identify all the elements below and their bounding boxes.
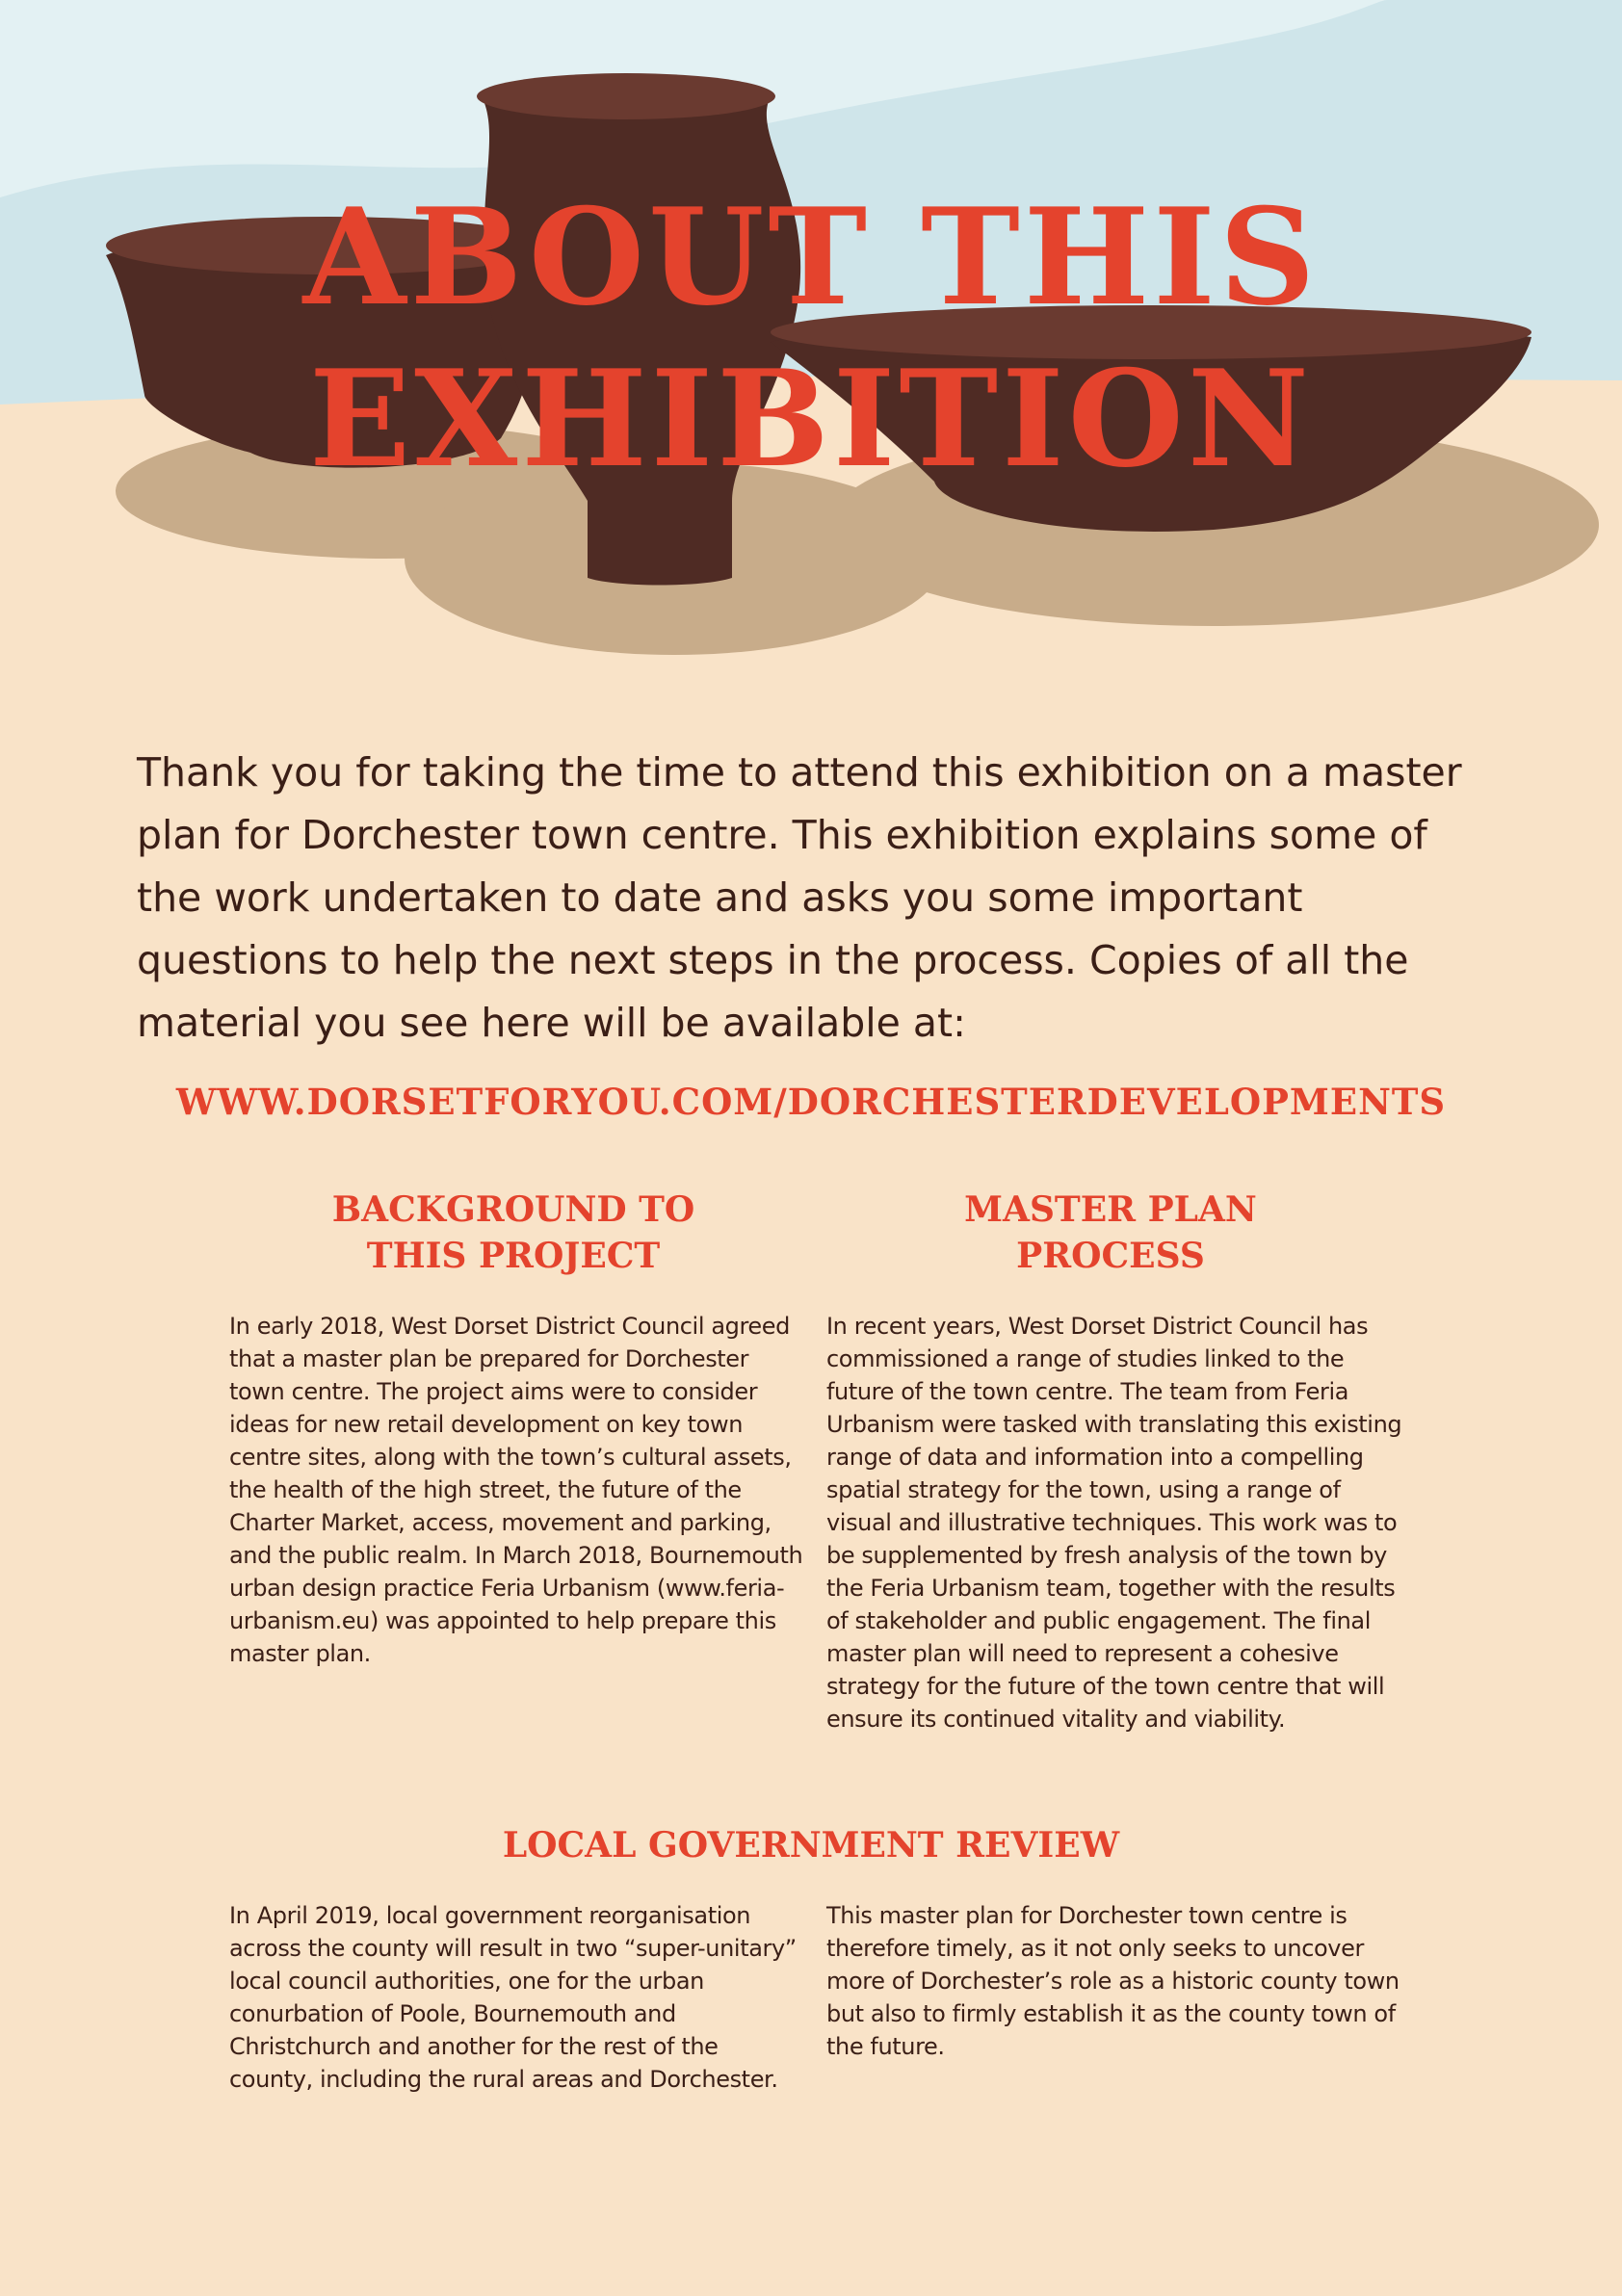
website-link[interactable]: WWW.DORSETFORYOU.COM/DORCHESTERDEVELOPMENTS [175,1081,1447,1123]
background-heading-line-2: THIS PROJECT [366,1236,661,1276]
background-heading [229,1187,798,1279]
master-plan-heading-line-2: PROCESS [1016,1236,1205,1276]
page-title-line-2: EXHIBITION [309,340,1313,497]
pottery-illustration [0,0,1622,674]
background-heading-line-1: BACKGROUND TO [331,1189,695,1230]
master-plan-heading [826,1187,1395,1279]
master-plan-heading-line-1: MASTER PLAN [964,1189,1257,1230]
local-government-heading: LOCAL GOVERNMENT REVIEW [502,1825,1120,1866]
background-text: In early 2018, West Dorset District Council agreed that a master plan be prepared for Dorchester town centre. The project aims were to consider ideas for new retail development on key town centre sites, along with the town’s cultural assets, the health of the high street, the future of the Charter Market, access, movement and parking, and the public realm. In March 2018, Bournemouth urban design practice Feria Urbanism (www.feria-urbanism.eu) was appointed to help prepare this master plan. [229,1313,803,1667]
page-title-line-1: ABOUT THIS [302,178,1320,335]
local-government-text-left: In April 2019, local government reorganisation across the county will result in two “super-unitary” local council authorities, one for the urban conurbation of Poole, Bournemouth and Christchurch and another for the rest of the county, including the rural areas and Dorchester. [229,1902,797,2093]
intro-paragraph: Thank you for taking the time to attend this exhibition on a master plan for Dorchester town centre. This exhibition explains some of the work undertaken to date and asks you some important questions to help the next steps in the process. Copies of all the material you see here will be available at: [137,749,1462,1046]
master-plan-text: In recent years, West Dorset District Council has commissioned a range of studies linked to the future of the town centre. The team from Feria Urbanism were tasked with translating this existing range of data and information into a compelling spatial strategy for the town, using a range of visual and illustrative techniques. This work was to be supplemented by fresh analysis of the town by the Feria Urbanism team, together with the results of stakeholder and public engagement. The final master plan will need to represent a cohesive strategy for the future of the town centre that will ensure its continued vitality and viability. [826,1313,1402,1733]
local-government-text-right: This master plan for Dorchester town centre is therefore timely, as it not only seeks to uncover more of Dorchester’s role as a historic county town but also to firmly establish it as the county town of the future. [826,1902,1400,2060]
